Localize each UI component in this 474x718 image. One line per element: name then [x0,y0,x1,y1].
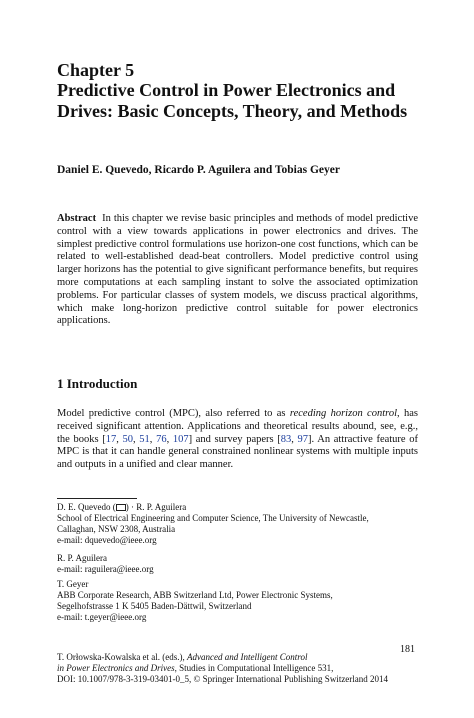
intro-text: , has received significant attention. Applications and theoretical results abound, see, e.g., the books [ [57,408,418,445]
citation-link[interactable]: 17 [105,433,117,445]
footnote-divider [57,498,137,499]
footnote-line: ABB Corporate Research, ABB Switzerland Ltd, Power Electronic Systems, [57,590,333,600]
citation-link[interactable]: 107 [172,433,189,445]
footer-book-title: in Power Electronics and Drives [57,663,175,673]
footer-book-title: Advanced and Intelligent Control [187,652,308,662]
citation-link[interactable]: 83 [280,433,292,445]
footnote-line: R. P. Aguilera [57,553,108,563]
citation-separator: , [116,433,123,445]
citation-separator: , [166,433,173,445]
author-list: Daniel E. Quevedo, Ricardo P. Aguilera and Tobias Geyer [57,164,340,176]
footer-text: , Studies in Computational Intelligence 531, [174,663,334,673]
footnote-line: Callaghan, NSW 2308, Australia [57,524,176,534]
footnote-text: ) · R. P. Aguilera [125,502,187,512]
affiliation-aguilera [57,553,427,575]
citation-separator: , [133,433,140,445]
footnote-line [57,502,427,513]
email-aguilera: e-mail: raguilera@ieee.org [57,564,154,574]
abstract [57,213,418,328]
introduction-paragraph [57,408,418,472]
citation-separator: , [291,433,298,445]
abstract-text: In this chapter we revise basic principles and methods of model predictive control with a view towards applications in power electronics and drives. The simplest predictive control formulations use horizon-one cost functions, which can be related to well-established dead-beat controllers. Model predictive control using larger horizons has the potential to give significant performance benefits, but requires more computations at each sampling instant to solve the associated optimization problems. For particular classes of system models, we discuss practical algorithms, which make long-horizon predictive control suitable for power electronics applications. [57,213,418,327]
footer-line [57,663,427,674]
email-geyer: e-mail: t.geyer@ieee.org [57,612,147,622]
envelope-icon [116,504,126,511]
footer-text: T. Orłowska-Kowalska et al. (eds.), [57,652,188,662]
citation-link[interactable]: 97 [297,433,309,445]
email-quevedo: e-mail: dquevedo@ieee.org [57,535,157,545]
page-number: 181 [400,644,415,655]
intro-emphasis: receding horizon control [289,408,397,419]
chapter-title: Predictive Control in Power Electronics and Drives: Basic Concepts, Theory, and Methods [57,80,408,121]
intro-text: Model predictive control (MPC), also referred to as [57,408,290,419]
footer-doi: DOI: 10.1007/978-3-319-03401-0_5, © Springer International Publishing Switzerland 2014 [57,674,389,684]
footnote-line: T. Geyer [57,579,89,589]
citation-separator: , [149,433,157,445]
footnote-line: Segelhofstrasse 1 K 5405 Baden-Dättwil, Switzerland [57,601,252,611]
footer-line [57,652,427,663]
affiliation-quevedo-aguilera [57,502,427,546]
affiliation-geyer [57,579,427,623]
chapter-label: Chapter 5 [57,60,135,80]
citation-link[interactable]: 51 [139,433,150,445]
section-heading-introduction: 1 Introduction [57,376,138,391]
intro-text: ]. An attractive feature of MPC is that it can handle general constrained nonlinear systems with multiple inputs and outputs in a unified and clear manner. [57,433,418,471]
footnote-line: School of Electrical Engineering and Computer Science, The University of Newcastle, [57,513,369,523]
intro-text: ] and survey papers [ [188,433,281,445]
footnote-text: D. E. Quevedo ( [57,502,116,512]
citation-link[interactable]: 76 [156,433,167,445]
abstract-label: Abstract [57,213,97,224]
publication-footer [57,652,427,685]
citation-link[interactable]: 50 [122,433,133,445]
